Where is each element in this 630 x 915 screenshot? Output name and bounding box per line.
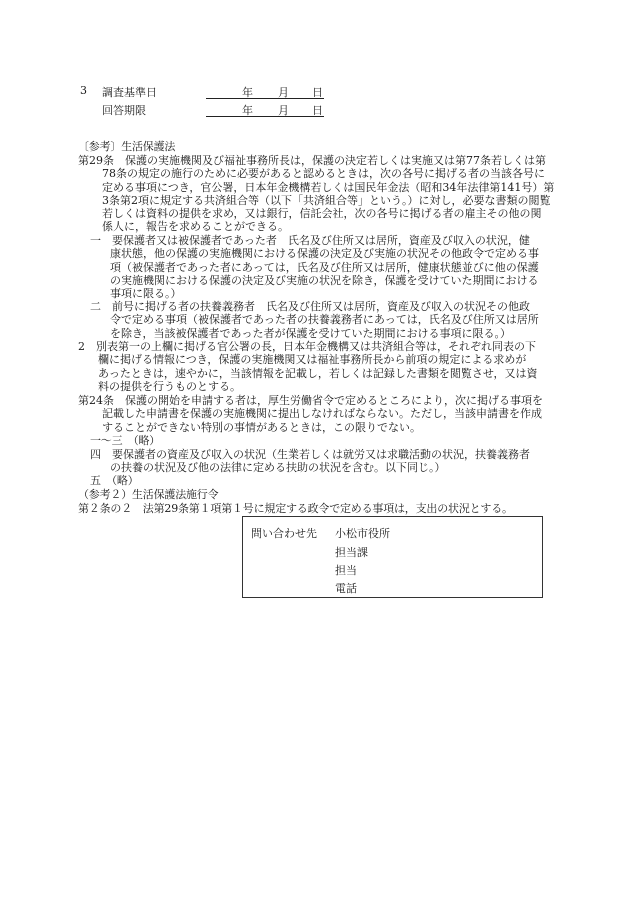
- article-29-paragraph-2: [78, 340, 553, 393]
- text-line: 一 要保護者又は被保護者であった者 氏名及び住所又は居所，資産及び収入の状況，健: [90, 234, 530, 247]
- month-unit: 月: [278, 86, 289, 99]
- deadline-field[interactable]: [206, 102, 324, 117]
- text-line: 第24条 保護の開始を申請する者は，厚生労働省令で定めるところにより，次に掲げる事項を: [78, 394, 543, 407]
- deadline-row: [80, 102, 340, 118]
- year-unit: 年: [242, 104, 253, 117]
- text-line: 若しくは資料の提供を求め，又は銀行，信託会社，次の各号に掲げる者の雇主その他の関: [102, 207, 542, 221]
- month-unit: 月: [278, 104, 289, 117]
- text-line: することができない特別の事情があるときは，この限りでない。: [102, 420, 421, 434]
- survey-date-row: [80, 84, 340, 100]
- contact-box: [242, 516, 543, 598]
- text-line: 康状態，他の保護の実施機関における保護の決定及び実施の状況その他政令で定める事: [110, 247, 539, 261]
- text-line: 二 前号に掲げる者の扶養義務者 氏名及び住所又は居所，資産及び収入の状況その他政: [90, 300, 530, 313]
- item-number: 3: [80, 84, 87, 97]
- text-line: 四 要保護者の資産及び収入の状況（生業若しくは就労又は求職活動の状況，扶養義務者: [90, 448, 530, 461]
- text-line: あったときは，速やかに，当該情報を記載し，若しくは記録した書類を閲覧させ，又は資: [98, 366, 538, 380]
- deadline-label: 回答期限: [102, 104, 146, 117]
- reference-title-welfare-act: 〔参考〕生活保護法: [78, 140, 176, 153]
- contact-person: 担当: [335, 564, 357, 577]
- article-29-item-2: [90, 300, 550, 340]
- text-line: 項（被保護者であった者にあっては，氏名及び住所又は居所，健康状態並びに他の保護: [110, 260, 539, 274]
- text-line: 定める事項につき，官公署，日本年金機構若しくは国民年金法（昭和34年法律第141号）第: [102, 180, 555, 194]
- text-line: 事項に限る。）: [110, 287, 182, 301]
- reference-title-enforcement-order: （参考２）生活保護法施行令: [78, 488, 219, 501]
- article-24-item-4: [90, 448, 550, 475]
- text-line: 令で定める事項（被保護者であった者の扶養義務者にあっては，氏名及び住所又は居所: [110, 313, 539, 327]
- contact-office: 小松市役所: [335, 527, 390, 540]
- text-line: 欄に掲げる情報につき，保護の実施機関又は福祉事務所長から前項の規定による求めが: [98, 353, 527, 367]
- year-unit: 年: [242, 86, 253, 99]
- text-line: 料の提供を行うものとする。: [98, 379, 241, 393]
- text-line: 係人に，報告を求めることができる。: [102, 220, 289, 234]
- contact-label: 問い合わせ先: [251, 527, 317, 540]
- article-24: [78, 394, 553, 434]
- contact-phone: 電話: [335, 582, 357, 595]
- day-unit: 日: [312, 86, 323, 99]
- contact-section: 担当課: [335, 546, 368, 559]
- text-line: の実施機関における保護の決定及び実施の状況を除き，保護を受けていた期間における: [110, 273, 539, 287]
- article-24-item-5: 五 （略）: [90, 474, 139, 487]
- article-24-items-1-3: 一～三 （略）: [90, 434, 161, 447]
- text-line: 第29条 保護の実施機関及び福祉事務所長は，保護の決定若しくは実施又は第77条若しくは第: [78, 154, 546, 167]
- article-29: [78, 154, 553, 234]
- day-unit: 日: [312, 104, 323, 117]
- text-line: を除き，当該被保護者であった者が保護を受けていた期間における事項に限る。）: [110, 326, 511, 340]
- text-line: 3条第2項に規定する共済組合等（以下「共済組合等」という。）に対し，必要な書類の閲覧: [102, 193, 551, 207]
- article-2-2: 第２条の２ 法第29条第１項第１号に規定する政令で定める事項は，支出の状況とする。: [78, 502, 513, 515]
- article-29-item-1: [90, 234, 550, 300]
- text-line: 2 別表第一の上欄に掲げる官公署の長，日本年金機構又は共済組合等は，それぞれ同表の下: [78, 340, 536, 353]
- text-line: 記載した申請書を保護の実施機関に提出しなければならない。ただし，当該申請書を作成: [102, 407, 542, 421]
- survey-date-label: 調査基準日: [102, 86, 157, 99]
- text-line: の扶養の状況及び他の法律に定める扶助の状況を含む。以下同じ。）: [110, 461, 446, 475]
- text-line: 78条の規定の施行のために必要があると認めるときは，次の各号に掲げる者の当該各号に: [102, 167, 545, 181]
- survey-date-field[interactable]: [206, 84, 324, 99]
